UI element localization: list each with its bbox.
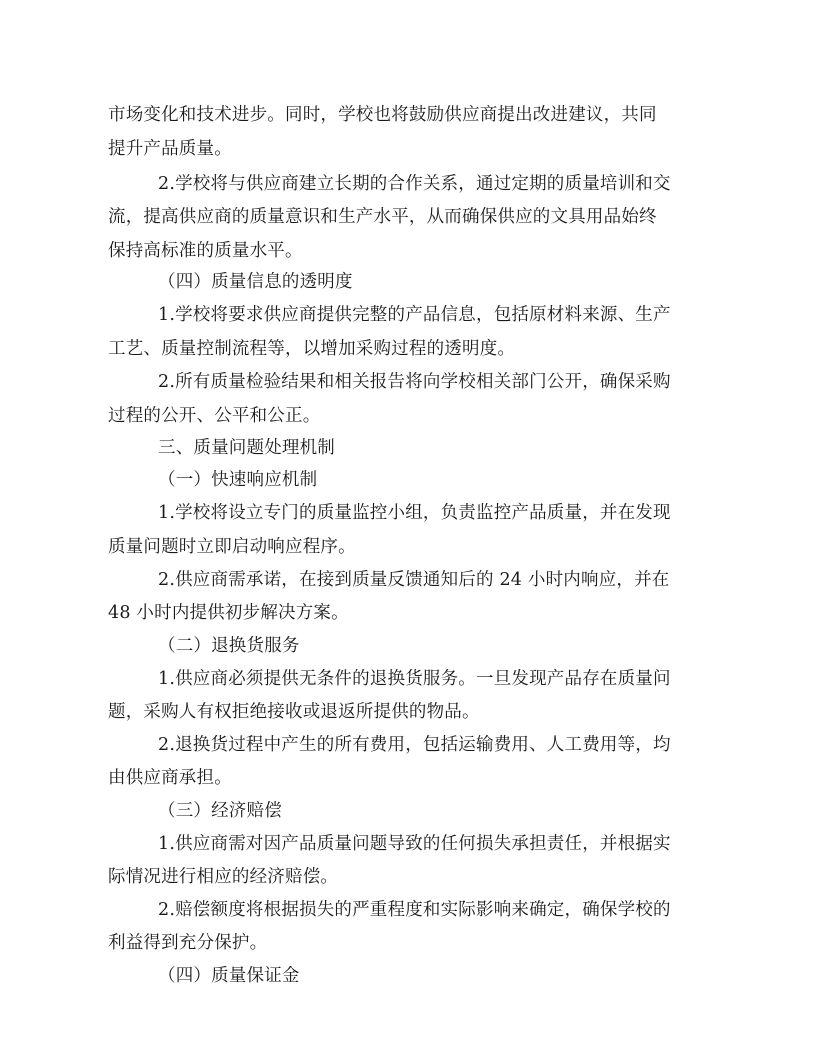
section-subheading: （四）质量信息的透明度	[158, 272, 353, 292]
body-text-line: 2.所有质量检验结果和相关报告将向学校相关部门公开，确保采购	[158, 372, 671, 392]
body-text-line: 2.供应商需承诺，在接到质量反馈通知后的 24 小时内响应，并在	[158, 570, 670, 590]
body-text-line: 际情况进行相应的经济赔偿。	[108, 867, 339, 887]
section-subheading: （四）质量保证金	[158, 966, 300, 986]
section-subheading: （三）经济赔偿	[158, 801, 282, 821]
body-text-line: 工艺、质量控制流程等，以增加采购过程的透明度。	[108, 339, 516, 359]
body-text-line: 利益得到充分保护。	[108, 933, 268, 953]
body-text-line: 质量问题时立即启动响应程序。	[108, 537, 356, 557]
body-text-line: 保持高标准的质量水平。	[108, 241, 303, 261]
body-text-line: 48 小时内提供初步解决方案。	[108, 603, 349, 623]
body-text-line: 由供应商承担。	[108, 768, 232, 788]
section-subheading: （二）退换货服务	[158, 636, 300, 656]
body-text-line: 过程的公开、公平和公正。	[108, 406, 321, 426]
body-text-line: 2.退换货过程中产生的所有费用，包括运输费用、人工费用等，均	[158, 735, 671, 755]
body-text-line: 市场变化和技术进步。同时，学校也将鼓励供应商提出改进建议，共同	[108, 105, 657, 125]
section-subheading: （一）快速响应机制	[158, 470, 318, 490]
body-text-line: 1.学校将要求供应商提供完整的产品信息，包括原材料来源、生产	[158, 305, 671, 325]
body-text-line: 1.学校将设立专门的质量监控小组，负责监控产品质量，并在发现	[158, 503, 671, 523]
body-text-line: 2.赔偿额度将根据损失的严重程度和实际影响来确定，确保学校的	[158, 900, 671, 920]
body-text-line: 提升产品质量。	[108, 139, 232, 159]
body-text-line: 1.供应商需对因产品质量问题导致的任何损失承担责任，并根据实	[158, 834, 671, 854]
body-text-line: 流，提高供应商的质量意识和生产水平，从而确保供应的文具用品始终	[108, 207, 657, 227]
body-text-line: 题，采购人有权拒绝接收或退返所提供的物品。	[108, 702, 480, 722]
section-heading: 三、质量问题处理机制	[158, 438, 335, 458]
body-text-line: 2.学校将与供应商建立长期的合作关系，通过定期的质量培训和交	[158, 174, 671, 194]
body-text-line: 1.供应商必须提供无条件的退换货服务。一旦发现产品存在质量问	[158, 669, 671, 689]
